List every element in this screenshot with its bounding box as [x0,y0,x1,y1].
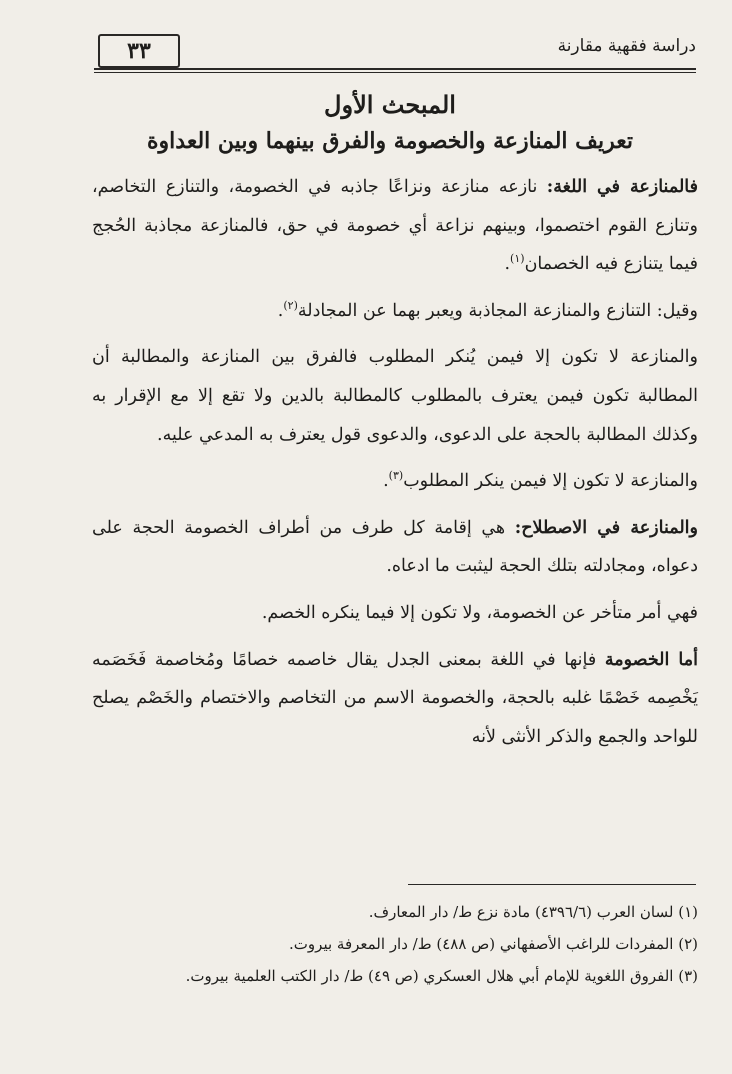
header-rule-thin [94,72,696,73]
paragraph-term: فالمنازعة في اللغة: [546,177,698,197]
paragraph [92,594,698,633]
footnote: (٣) الفروق اللغوية للإمام أبي هلال العسكري (ص ٤٩) ط/ دار الكتب العلمية بيروت. [185,967,698,985]
paragraph [92,168,698,284]
paragraph-text: والمنازعة لا تكون إلا فيمن ينكر المطلوب [403,471,698,492]
section-title: تعريف المنازعة والخصومة والفرق بينهما وبين العداوة [147,128,633,154]
paragraph [92,509,698,586]
footnote-ref[interactable]: (٢) [283,298,298,312]
footnote-ref[interactable]: (٣) [388,469,404,483]
paragraph [92,292,698,331]
paragraph-end: . [504,254,511,275]
paragraph-text: والمنازعة لا تكون إلا فيمن يُنكر المطلوب فالفرق بين المنازعة والمطالبة أن المطالبة تكون فيمن يعترف بالمطلوب كالمطالبة بالدين ولا تقع إلا مع الإقرار به وكذلك المطالبة بالحجة على الدعوى، والدعوى قول يعترف به المدعي عليه. [92,347,698,445]
body-text [92,168,698,760]
running-title: دراسة فقهية مقارنة [557,36,696,56]
paragraph [92,641,698,757]
footnotes [92,896,698,992]
paragraph-text: نازعه منازعة ونزاعًا جاذبه في الخصومة، والتنازع التخاصم، وتنازع القوم اختصموا، وبينهم نزاعة أي خصومة في حق، فالمنازعة مجاذبة الحُجج فيما يتنازع فيه الخصمان [92,177,698,275]
paragraph-text: فإنها في اللغة بمعنى الجدل يقال خاصمه خصامًا ومُخاصمة فَخَصَمه يَخْصِمه خَصْمًا غلبه بالحجة، والخصومة الاسم من التخاصم والاختصام والخَصْم يصلح للواحد والجمع والذكر الأنثى لأنه [92,649,698,747]
page-header [94,26,696,72]
paragraph [92,338,698,454]
paragraph-term: أما الخصومة [604,649,698,670]
footnote: (٢) المفردات للراغب الأصفهاني (ص ٤٨٨) ط/ دار المعرفة بيروت. [289,935,698,953]
paragraph-end: . [277,300,284,321]
paragraph-term: والمنازعة في الاصطلاح: [514,517,698,538]
footnote-ref[interactable]: (١) [510,252,525,266]
paragraph-text: هي إقامة كل طرف من أطراف الخصومة الحجة على دعواه، ومجادلته بتلك الحجة ليثبت ما ادعاه. [92,517,698,577]
footnote-separator [408,884,696,885]
footnote: (١) لسان العرب (٤٣٩٦/٦) مادة نزع ط/ دار المعارف. [368,903,698,921]
header-rule [94,68,696,70]
chapter-title: المبحث الأول [324,90,456,119]
page-number: ٣٣ [98,34,180,68]
paragraph-text: وقيل: التنازع والمنازعة المجاذبة ويعبر بهما عن المجادلة [297,300,698,321]
paragraph-text: فهي أمر متأخر عن الخصومة، ولا تكون إلا فيما ينكره الخصم. [261,602,698,623]
paragraph [92,462,698,501]
paragraph-end: . [383,471,389,492]
